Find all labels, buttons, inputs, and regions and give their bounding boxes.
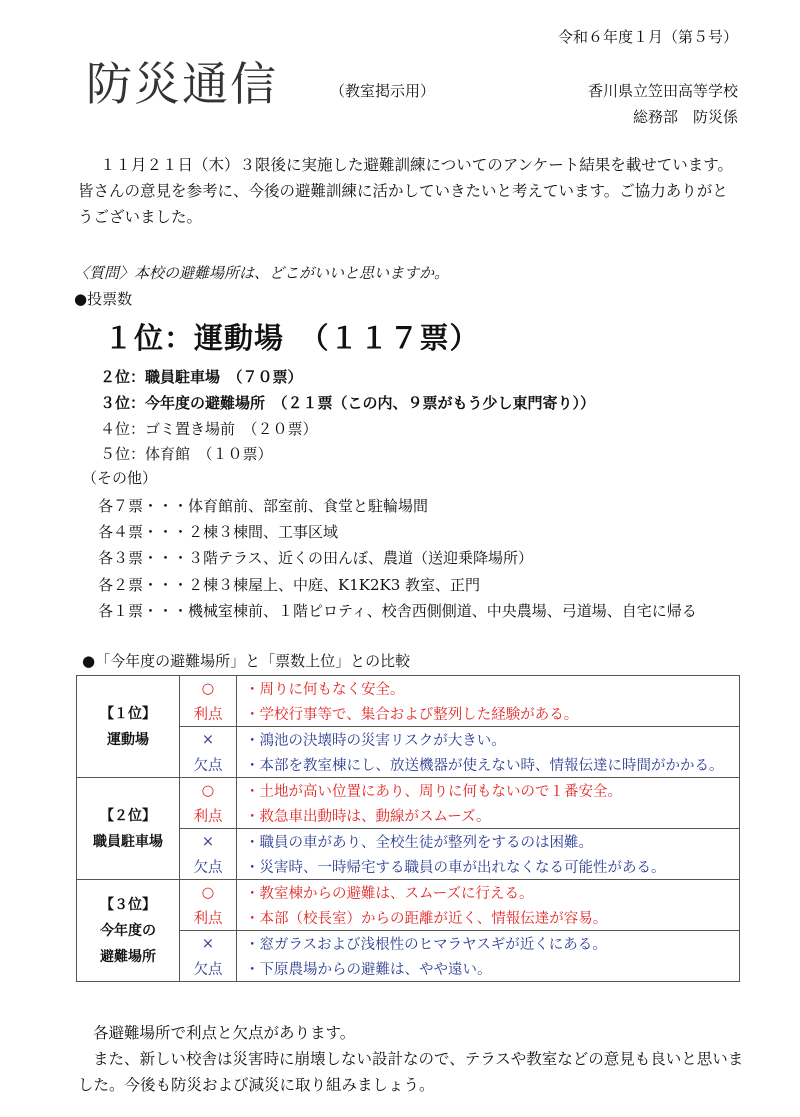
intro-paragraph: １１月２１日（木）３限後に実施した避難訓練についてのアンケート結果を載せています。皆さんの意見を参考に、今後の避難訓練に活かしていきたいと考えています。ご協力ありがとうございました。 (78, 156, 734, 226)
advantage-point: ・学校行事等で、集合および整列した経験がある。 (237, 701, 740, 727)
newsletter-title: 防災通信 (86, 57, 278, 111)
other-votes-item: 各４票・・・２棟３棟間、工事区域 (98, 523, 339, 541)
votes-heading: ●投票数 (74, 290, 133, 308)
disadvantage-point: ・災害時、一時帰宅する職員の車が出れなくなる可能性がある。 (237, 854, 740, 880)
rank-3: ３位：今年度の避難場所 （２１票（この内、９票がもう少し東門寄り）） (100, 394, 596, 412)
comparison-table (76, 675, 740, 982)
disadvantage-point: ・本部を教室棟にし、放送機器が使えない時、情報伝達に時間がかかる。 (237, 752, 740, 778)
place-cell (77, 880, 180, 982)
disadvantage-symbol: × (180, 727, 237, 753)
department-name: 総務部 防災係 (632, 108, 738, 126)
place-cell (77, 778, 180, 880)
rank-2: ２位：職員駐車場 （７０票） (100, 368, 303, 386)
advantage-point: ・救急車出動時は、動線がスムーズ。 (237, 803, 740, 829)
advantage-point: ・土地が高い位置にあり、周りに何もないので１番安全。 (237, 778, 740, 804)
advantage-point: ・本部（校長室）からの距離が近く、情報伝達が容易。 (237, 905, 740, 931)
others-heading: （その他） (82, 469, 158, 487)
disadvantage-point: ・職員の車があり、全校生徒が整列をするのは困難。 (237, 829, 740, 855)
disadvantage-point: ・下原農場からの避難は、やや遠い。 (237, 956, 740, 982)
place-name: 今年度の (100, 922, 156, 939)
place-rank: 【３位】 (100, 896, 156, 913)
advantage-point: ・周りに何もなく安全。 (237, 676, 740, 702)
rank-5: ５位：体育館 （１０票） (100, 445, 273, 463)
other-votes-item: 各２票・・・２棟３棟屋上、中庭、K1K2K3 教室、正門 (98, 576, 481, 594)
advantage-symbol: ○ (180, 880, 237, 906)
disadvantage-label: 欠点 (180, 854, 237, 880)
disadvantage-symbol: × (180, 931, 237, 957)
survey-question: 〈質問〉本校の避難場所は、どこがいいと思いますか。 (74, 264, 450, 282)
other-votes-item: 各１票・・・機械室棟前、１階ピロティ、校舎西側側道、中央農場、弓道場、自宅に帰る (98, 602, 697, 620)
place-rank: 【１位】 (100, 705, 156, 722)
advantage-point: ・教室棟からの避難は、スムーズに行える。 (237, 880, 740, 906)
disadvantage-point: ・鴻池の決壊時の災害リスクが大きい。 (237, 727, 740, 753)
disadvantage-point: ・窓ガラスおよび浅根性のヒマラヤスギが近くにある。 (237, 931, 740, 957)
other-votes-item: 各３票・・・３階テラス、近くの田んぼ、農道（送迎乗降場所） (98, 549, 534, 567)
closing-paragraph: 各避難場所で利点と欠点があります。 (93, 1024, 356, 1042)
advantage-label: 利点 (180, 701, 237, 727)
advantage-symbol: ○ (180, 676, 237, 702)
rank-4: ４位：ゴミ置き場前 （２０票） (100, 420, 318, 438)
comparison-heading: ●「今年度の避難場所」と「票数上位」との比較 (82, 652, 411, 670)
advantage-label: 利点 (180, 803, 237, 829)
advantage-label: 利点 (180, 905, 237, 931)
closing-text (78, 1020, 748, 1098)
disadvantage-label: 欠点 (180, 752, 237, 778)
place-name-line2: 避難場所 (100, 948, 156, 965)
disadvantage-symbol: × (180, 829, 237, 855)
rank-1: １位：運動場 （１１７票） (104, 321, 480, 355)
disadvantage-label: 欠点 (180, 956, 237, 982)
place-name: 運動場 (107, 731, 149, 748)
place-name: 職員駐車場 (93, 833, 163, 850)
place-rank: 【２位】 (100, 807, 156, 824)
other-votes-item: 各７票・・・体育館前、部室前、食堂と駐輪場間 (98, 497, 429, 515)
closing-paragraph: また、新しい校舎は災害時に崩壊しない設計なので、テラスや教室などの意見も良いと思いました。今後も防災および減災に取り組みましょう。 (78, 1050, 744, 1094)
school-name: 香川県立笠田高等学校 (587, 82, 738, 100)
advantage-symbol: ○ (180, 778, 237, 804)
place-cell (77, 676, 180, 778)
title-note: （教室掲示用） (330, 82, 436, 100)
issue-number: 令和６年度１月（第５号） (557, 28, 738, 46)
